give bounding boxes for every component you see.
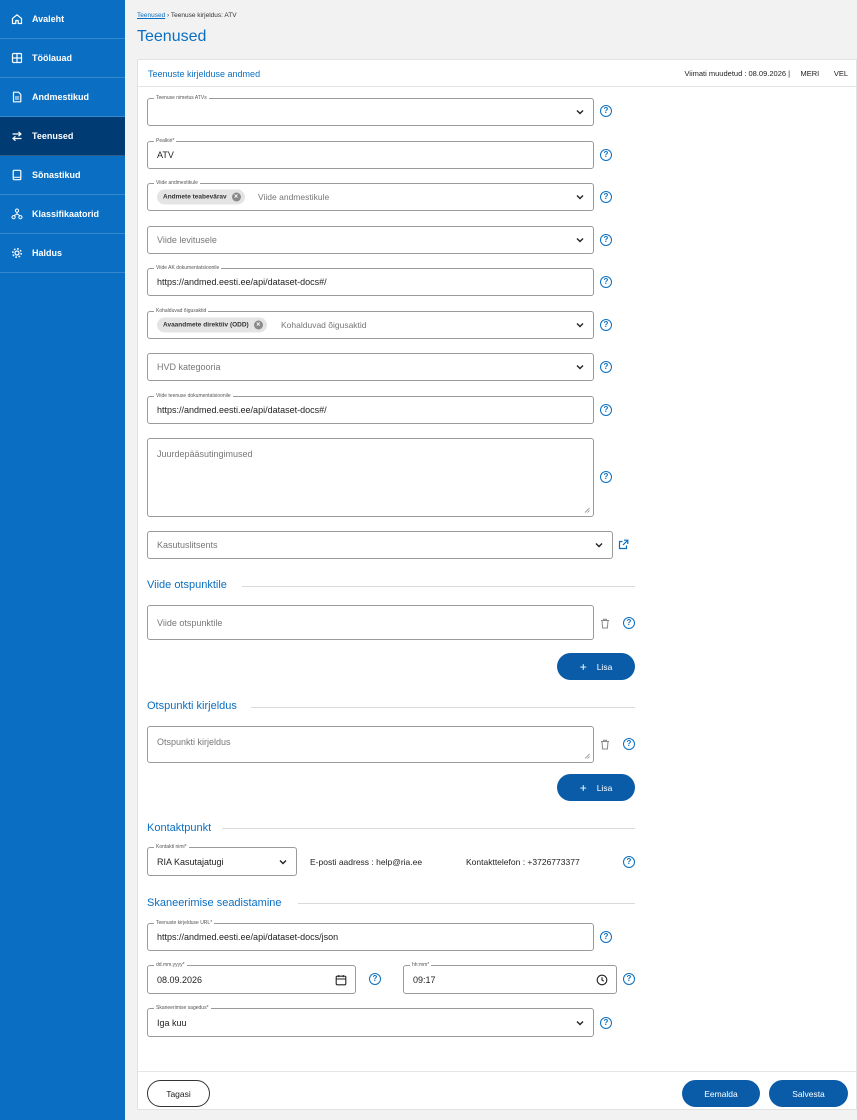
field-placeholder: Juurdepääsutingimused [157,449,253,459]
sidebar-item-haldus[interactable] [0,234,125,273]
field-value: 09:17 [413,974,436,985]
sidebar-item-teenused[interactable] [0,117,125,156]
field-placeholder: Kasutuslitsents [157,540,218,550]
field-placeholder: Otspunkti kirjeldus [157,737,231,747]
section-title-endpoint-description: Otspunkti kirjeldus [147,700,237,712]
help-icon[interactable]: ? [600,149,612,161]
field-placeholder: Kohalduvad õigusaktid [281,320,367,330]
remove-button[interactable]: Eemalda [682,1080,760,1107]
breadcrumb-current: Teenuse kirjeldus: ATV [170,12,237,19]
sidebar-item-label: Klassifikaatorid [32,209,100,219]
back-button[interactable]: Tagasi [147,1080,210,1107]
help-icon[interactable]: ? [600,404,612,416]
field-label: Pealkiri* [156,138,175,144]
service-description-url-input[interactable] [147,920,594,951]
footer-divider [138,1071,857,1072]
chip-label: Andmete teabevärav [163,193,227,201]
field-placeholder: Viide levitusele [157,235,217,245]
grid-icon [10,51,24,65]
chip-remove-icon[interactable]: × [232,193,241,202]
trash-icon[interactable] [600,739,610,750]
field-label: Teenuse nimetus ATVs [156,95,207,101]
help-icon[interactable]: ? [600,1017,612,1029]
chevron-down-icon [575,236,585,244]
scan-frequency-select[interactable] [147,1005,594,1037]
section-title-scanning: Skaneerimise seadistamine [147,897,282,909]
arrows-icon [10,129,24,143]
sidebar-item-toolauad[interactable] [0,39,125,78]
add-description-button[interactable] [557,774,635,801]
help-icon[interactable]: ? [600,234,612,246]
field-label: dd.mm.yyyy* [156,962,185,968]
calendar-icon[interactable] [335,974,347,986]
chevron-down-icon [278,858,288,866]
page-header [137,0,857,58]
resize-handle-icon[interactable] [584,753,590,759]
section-divider [298,903,635,904]
help-icon[interactable]: ? [600,105,612,117]
field-placeholder: HVD kategooria [157,362,221,372]
external-link-icon[interactable] [618,539,629,550]
title-input[interactable] [147,138,594,169]
help-icon[interactable]: ? [623,856,635,868]
endpoint-reference-input[interactable] [147,605,594,640]
access-conditions-textarea[interactable] [147,438,594,517]
endpoint-description-textarea[interactable] [147,726,594,763]
clock-icon[interactable] [596,974,608,986]
resize-handle-icon[interactable] [584,507,590,513]
plus-icon: + [579,780,587,795]
chevron-down-icon [575,321,585,329]
help-icon[interactable]: ? [623,617,635,629]
chip-remove-icon[interactable]: × [254,321,263,330]
sidebar-item-andmestikud[interactable] [0,78,125,117]
last-modified-info: Viimati muudetud : 08.09.2026 | MERI VEL [684,69,848,78]
section-divider [222,828,635,829]
contact-phone: Kontakttelefon : +3726773377 [466,857,580,867]
sidebar [0,0,125,1120]
sidebar-item-label: Avaleht [32,14,65,24]
field-label: Skaneerimise sagedus* [156,1005,209,1011]
section-title-contact: Kontaktpunkt [147,822,212,834]
help-icon[interactable]: ? [369,973,381,985]
hvd-category-select[interactable] [147,353,594,381]
ak-documentation-input[interactable] [147,265,594,296]
plus-icon: + [579,659,587,674]
sidebar-item-sonastikud[interactable] [0,156,125,195]
contact-email: E-posti aadress : help@ria.ee [310,857,423,867]
help-icon[interactable]: ? [600,319,612,331]
legal-acts-select[interactable] [147,308,594,339]
panel-title: Teenuste kirjelduse andmed [148,69,261,79]
field-label: Viide andmestikule [156,180,198,186]
document-icon [10,90,24,104]
field-value: RIA Kasutajatugi [157,856,224,867]
help-icon[interactable]: ? [600,191,612,203]
distribution-reference-select[interactable] [147,226,594,254]
field-value: https://andmed.eesti.ee/api/dataset-docs#/ [157,277,327,287]
help-icon[interactable]: ? [600,471,612,483]
sidebar-item-klassifikaatorid[interactable] [0,195,125,234]
chevron-down-icon [575,1019,585,1027]
scan-time-input[interactable] [403,962,617,994]
field-label: Kohalduvad õigusaktid [156,308,207,314]
field-label: Kontakti nimi* [156,844,187,850]
gear-icon [10,246,24,260]
page-title: Teenused [137,28,207,45]
sidebar-item-label: Haldus [32,248,63,258]
field-label: Teenuste kirjelduse URL* [156,920,213,926]
selected-chip [157,190,245,205]
button-label: Lisa [596,661,613,672]
breadcrumb [137,12,237,19]
field-value: ATV [157,150,174,160]
help-icon[interactable]: ? [600,276,612,288]
breadcrumb-separator: › [167,12,170,19]
field-label: Viide AK dokumentatsioonile [156,265,220,271]
field-placeholder: Viide otspunktile [157,617,223,628]
field-label: hh:mm* [412,962,430,968]
chip-label: Avaandmete direktiiv (ODD) [163,321,249,329]
sidebar-item-label: Teenused [32,131,74,141]
service-name-select[interactable] [147,95,594,126]
button-label: Lisa [596,782,613,793]
sidebar-item-label: Sõnastikud [32,170,81,180]
breadcrumb-link-teenused[interactable]: Teenused [137,12,166,19]
field-label: Viide teenuse dokumentatsioonile [156,393,231,399]
trash-icon[interactable] [600,618,610,629]
field-value: Iga kuu [157,1017,187,1028]
sidebar-item-label: Töölauad [32,53,72,63]
chevron-down-icon [575,108,585,116]
chevron-down-icon [594,541,604,549]
field-placeholder: Viide andmestikule [258,192,330,202]
sidebar-item-label: Andmestikud [32,92,90,102]
hierarchy-icon [10,207,24,221]
help-icon[interactable]: ? [623,738,635,750]
service-form-panel [137,59,857,1110]
help-icon[interactable]: ? [623,973,635,985]
panel-header [138,60,857,87]
sidebar-item-avaleht[interactable] [0,0,125,39]
scan-date-input[interactable] [147,962,356,994]
add-endpoint-button[interactable] [557,653,635,680]
chevron-down-icon [575,363,585,371]
section-divider [242,586,635,587]
license-select[interactable] [147,531,613,559]
field-value: https://andmed.eesti.ee/api/dataset-docs#/ [157,405,327,415]
save-button[interactable]: Salvesta [769,1080,848,1107]
field-value: https://andmed.eesti.ee/api/dataset-docs/json [157,932,339,942]
field-value: 08.09.2026 [157,974,203,985]
contact-name-select[interactable] [147,844,297,876]
home-icon [10,12,24,26]
help-icon[interactable]: ? [600,931,612,943]
service-documentation-input[interactable] [147,393,594,424]
dataset-reference-select[interactable] [147,180,594,211]
section-title-endpoint: Viide otspunktile [147,579,227,591]
section-divider [251,707,635,708]
book-icon [10,168,24,182]
chevron-down-icon [575,193,585,201]
help-icon[interactable]: ? [600,361,612,373]
selected-chip [157,318,267,333]
